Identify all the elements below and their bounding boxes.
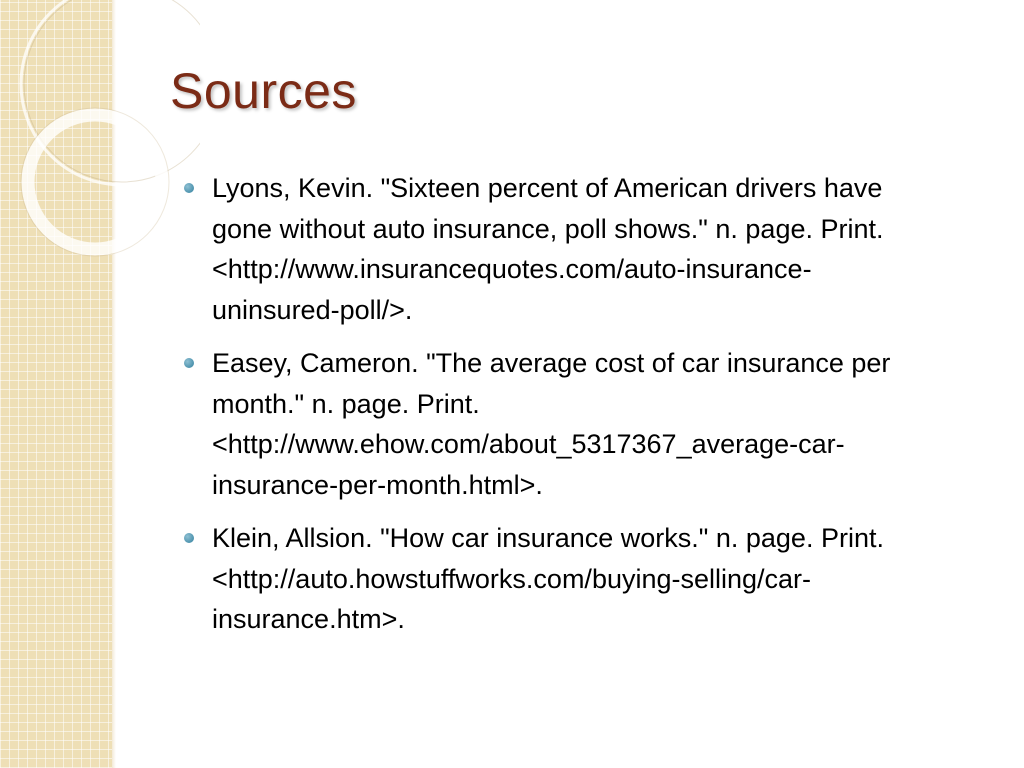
source-item-klein [184, 518, 984, 640]
source-item-easey [184, 343, 984, 505]
source-url-line: <http://www.insurancequotes.com/auto-insurance- [212, 254, 812, 284]
decorative-side-band [0, 0, 112, 768]
source-line: month." n. page. Print. [212, 388, 480, 419]
source-line: Easey, Cameron. "The average cost of car insurance per [212, 348, 891, 378]
source-line: Lyons, Kevin. "Sixteen percent of American drivers have [212, 173, 883, 203]
source-item-lyons [184, 168, 984, 330]
source-url-line: insurance.htm>. [212, 604, 405, 634]
slide-title: Sources [170, 63, 357, 119]
bullet-icon [184, 183, 194, 193]
source-line: Klein, Allsion. "How car insurance works." n. page. Print. [212, 523, 884, 553]
sources-list [184, 168, 984, 653]
source-url-line: uninsured-poll/>. [212, 294, 413, 325]
source-url-line: <http://auto.howstuffworks.com/buying-selling/car- [212, 563, 812, 594]
source-url-line: insurance-per-month.html>. [212, 469, 543, 500]
bullet-icon [184, 358, 194, 368]
source-line: gone without auto insurance, poll shows." n. page. Print. [212, 213, 884, 244]
bullet-icon [184, 533, 194, 543]
source-url-line: <http://www.ehow.com/about_5317367_average-car- [212, 429, 845, 459]
side-band-edge [112, 0, 116, 768]
